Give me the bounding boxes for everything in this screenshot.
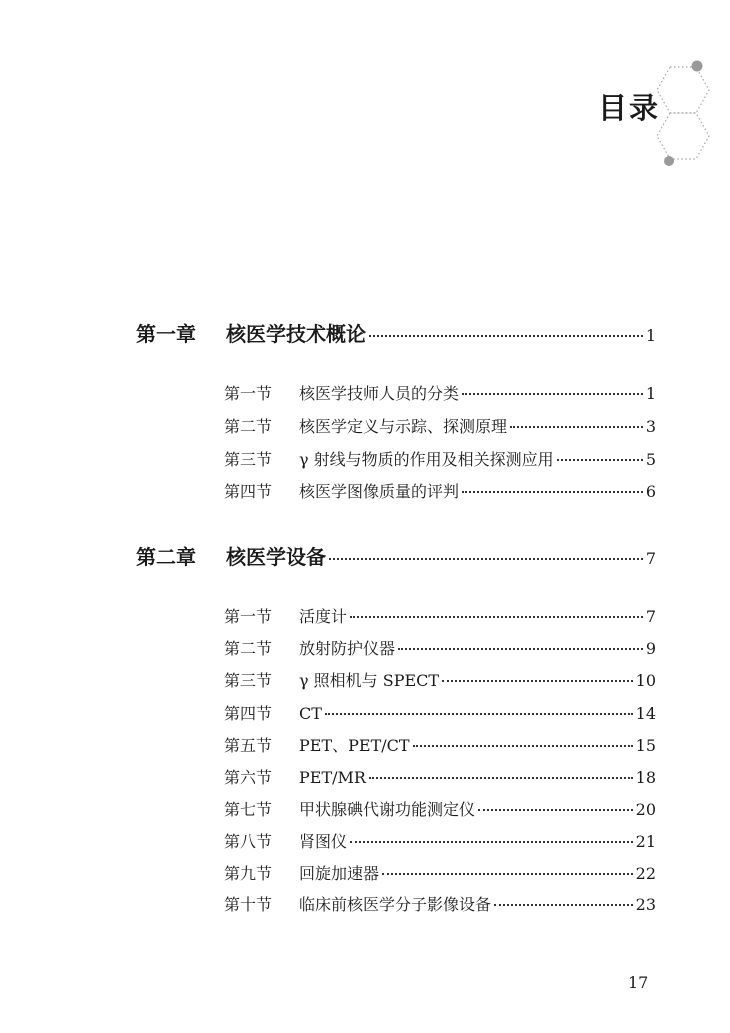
- section-label: 第二节: [224, 417, 273, 436]
- section-label: 第七节: [224, 800, 273, 819]
- dot-leader: [413, 745, 633, 747]
- section-page: 18: [635, 768, 656, 787]
- section-title: PET、PET/CT: [299, 736, 410, 755]
- chapter-label: 第二章: [136, 545, 196, 569]
- decoration-dot-top: [692, 61, 703, 72]
- dot-leader: [462, 491, 643, 493]
- section-title: γ 射线与物质的作用及相关探测应用: [299, 450, 554, 469]
- section-label: 第三节: [224, 450, 273, 469]
- toc-section[interactable]: [224, 733, 656, 756]
- section-title: 核医学技师人员的分类: [299, 384, 460, 403]
- toc-section[interactable]: [224, 797, 656, 820]
- chapter-page: 1: [645, 326, 656, 345]
- section-page: 5: [645, 450, 656, 469]
- dot-leader: [398, 648, 643, 650]
- dot-leader: [462, 393, 643, 395]
- toc-section[interactable]: [224, 414, 656, 437]
- section-label: 第一节: [224, 607, 273, 626]
- section-label: 第四节: [224, 704, 273, 723]
- toc-section[interactable]: [224, 447, 656, 470]
- section-label: 第十节: [224, 895, 273, 914]
- chapter-title: 核医学技术概论: [226, 322, 366, 346]
- dot-leader: [478, 809, 633, 811]
- toc-section[interactable]: [224, 604, 656, 627]
- dot-leader: [350, 616, 643, 618]
- section-title: PET/MR: [299, 768, 366, 787]
- dot-leader: [350, 841, 633, 843]
- section-label: 第八节: [224, 832, 273, 851]
- section-page: 23: [635, 895, 656, 914]
- decoration-dot-bottom: [664, 156, 674, 166]
- toc-section[interactable]: [224, 701, 656, 724]
- dot-leader: [510, 426, 643, 428]
- section-title: 活度计: [299, 607, 348, 626]
- section-page: 15: [635, 736, 656, 755]
- dot-leader: [494, 904, 633, 906]
- section-title: 临床前核医学分子影像设备: [299, 895, 492, 914]
- toc-section[interactable]: [224, 668, 656, 691]
- dot-leader: [329, 558, 643, 560]
- page-number: 17: [628, 973, 649, 992]
- toc-section[interactable]: [224, 636, 656, 659]
- section-title: 回旋加速器: [299, 864, 380, 883]
- chapter-title: 核医学设备: [226, 545, 326, 569]
- page-title: 目录: [598, 91, 661, 125]
- toc-section[interactable]: [224, 892, 656, 915]
- section-title: 甲状腺碘代谢功能测定仪: [299, 800, 476, 819]
- section-label: 第三节: [224, 671, 273, 690]
- section-page: 22: [635, 864, 656, 883]
- section-label: 第一节: [224, 384, 273, 403]
- dot-leader: [325, 713, 633, 715]
- section-page: 6: [645, 482, 656, 501]
- toc-section[interactable]: [224, 829, 656, 852]
- dot-leader: [382, 873, 633, 875]
- section-label: 第九节: [224, 864, 273, 883]
- toc-chapter-1[interactable]: [136, 318, 656, 347]
- section-page: 9: [645, 639, 656, 658]
- toc-section[interactable]: [224, 765, 656, 788]
- chapter-label: 第一章: [136, 322, 196, 346]
- section-page: 7: [645, 607, 656, 626]
- section-title: 核医学图像质量的评判: [299, 482, 460, 501]
- section-label: 第五节: [224, 736, 273, 755]
- section-title: γ 照相机与 SPECT: [299, 671, 440, 690]
- toc-section[interactable]: [224, 861, 656, 884]
- section-title: 肾图仪: [299, 832, 348, 851]
- section-page: 10: [635, 671, 656, 690]
- section-page: 3: [645, 417, 656, 436]
- section-label: 第六节: [224, 768, 273, 787]
- section-label: 第二节: [224, 639, 273, 658]
- dot-leader: [557, 459, 643, 461]
- toc-section[interactable]: [224, 479, 656, 502]
- section-page: 1: [645, 384, 656, 403]
- section-page: 14: [635, 704, 656, 723]
- dot-leader: [369, 777, 633, 779]
- section-title: 放射防护仪器: [299, 639, 396, 658]
- section-page: 20: [635, 800, 656, 819]
- section-page: 21: [635, 832, 656, 851]
- chapter-page: 7: [645, 549, 656, 568]
- dot-leader: [369, 335, 643, 337]
- dot-leader: [442, 680, 633, 682]
- section-title: 核医学定义与示踪、探测原理: [299, 417, 508, 436]
- toc-chapter-2[interactable]: [136, 541, 656, 570]
- section-label: 第四节: [224, 482, 273, 501]
- toc-section[interactable]: [224, 381, 656, 404]
- section-title: CT: [299, 704, 322, 723]
